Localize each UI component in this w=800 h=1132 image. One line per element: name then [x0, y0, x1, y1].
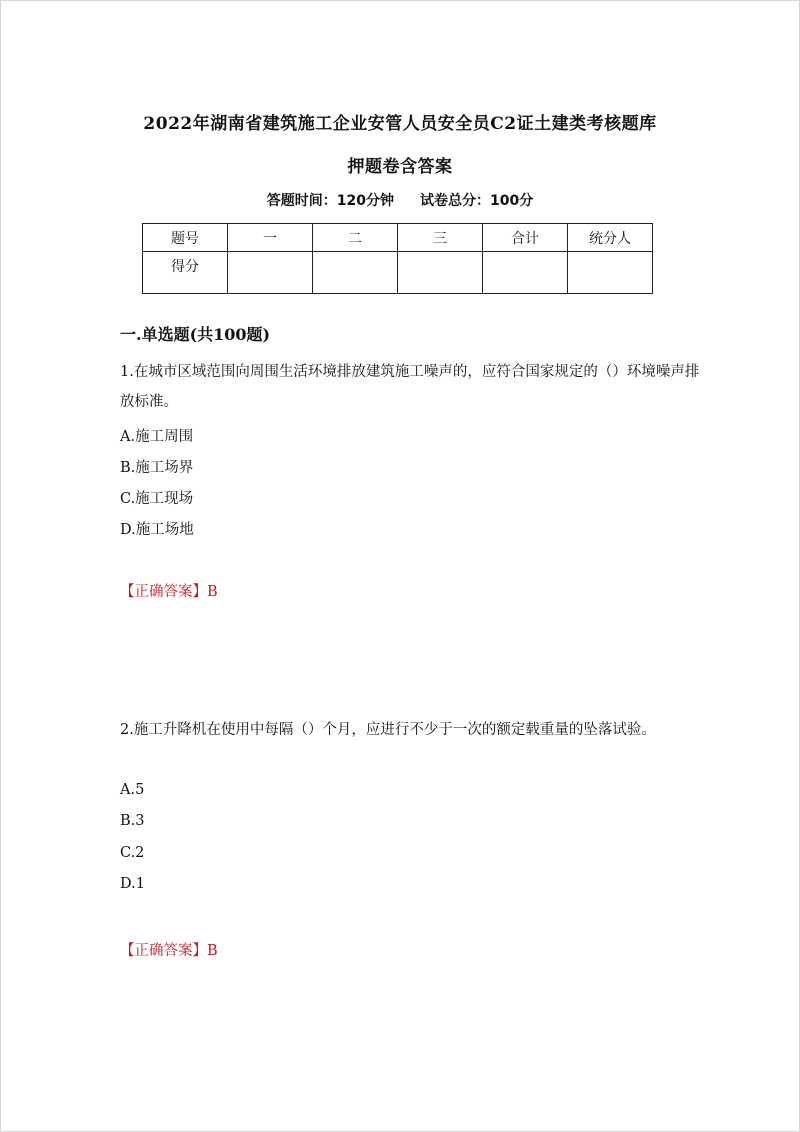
- exam-duration: 答题时间：120分钟: [266, 193, 394, 209]
- question-2-option-c: C.2: [120, 845, 145, 861]
- score-header-cell: 二: [313, 224, 398, 252]
- score-input-cell[interactable]: [313, 252, 398, 294]
- score-table-score-row: [143, 252, 653, 294]
- score-input-cell[interactable]: [228, 252, 313, 294]
- question-1-text: 1.在城市区域范围向周围生活环境排放建筑施工噪声的，应符合国家规定的（）环境噪声排放标准。: [120, 364, 700, 410]
- score-header-cell: 合计: [483, 224, 568, 252]
- exam-meta: [0, 190, 800, 210]
- document-subtitle: 押题卷含答案: [347, 157, 453, 177]
- question-2-option-a: A.5: [120, 782, 145, 798]
- document-title: 2022年湖南省建筑施工企业安管人员安全员C2证土建类考核题库: [143, 114, 657, 134]
- question-1-answer: 【正确答案】B: [120, 584, 218, 600]
- question-2-answer: 【正确答案】B: [120, 943, 218, 959]
- question-1-option-b: B.施工场界: [120, 460, 194, 476]
- score-row-label: 得分: [143, 252, 228, 294]
- section-title: 一.单选题(共100题): [120, 325, 271, 344]
- question-1-option-a: A.施工周围: [120, 429, 194, 445]
- score-header-cell: 一: [228, 224, 313, 252]
- score-header-cell: 三: [398, 224, 483, 252]
- question-2-text: 2.施工升降机在使用中每隔（）个月，应进行不少于一次的额定载重量的坠落试验。: [120, 722, 656, 738]
- score-table: [142, 223, 653, 294]
- question-2-option-b: B.3: [120, 813, 145, 829]
- question-1-option-d: D.施工场地: [120, 522, 194, 538]
- exam-total-score: 试卷总分：100分: [420, 193, 534, 209]
- score-header-cell: 题号: [143, 224, 228, 252]
- question-1-option-c: C.施工现场: [120, 491, 194, 507]
- score-table-header-row: [143, 224, 653, 252]
- score-input-cell[interactable]: [483, 252, 568, 294]
- question-2-option-d: D.1: [120, 876, 145, 892]
- score-input-cell[interactable]: [398, 252, 483, 294]
- score-input-cell[interactable]: [568, 252, 653, 294]
- score-header-cell: 统分人: [568, 224, 653, 252]
